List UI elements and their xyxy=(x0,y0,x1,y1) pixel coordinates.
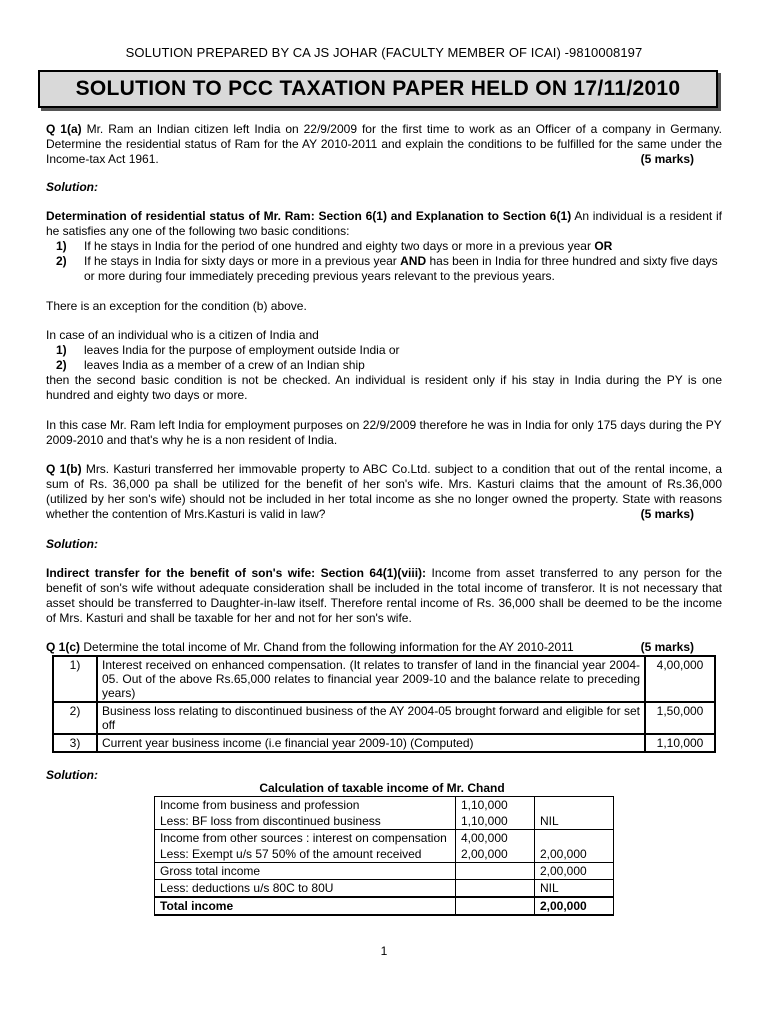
citizen-conclusion: then the second basic condition is not be checked. An individual is resident only if his stay in India during the PY is one hundred and eighty two days or more. xyxy=(46,373,722,402)
q1b-solution-label: Solution: xyxy=(46,537,98,551)
calc-right-line xyxy=(540,830,608,846)
q1b-text: Mrs. Kasturi transferred her immovable property to ABC Co.Ltd. subject to a condition that out of the rental income, a sum of Rs. 36,000 pa shall be utilized for the benefit of her son's wife. Mrs. Kasturi claims that the amount of Rs.36,000 (utilized by her son's wife) should not be included in her total income as she no longer owned the property. State with reasons whether the contention of Mrs.Kasturi is valid in law? xyxy=(46,462,722,521)
table-row xyxy=(155,880,614,898)
q1a-heading-rest: An individual is a resident if he satisfies any one of the following two basic conditions: xyxy=(46,209,722,238)
calc-label-line: Less: Exempt u/s 57 50% of the amount received xyxy=(160,847,422,861)
page-title: SOLUTION TO PCC TAXATION PAPER HELD ON 17/11/2010 xyxy=(38,70,718,108)
condition-keyword: AND xyxy=(400,254,427,268)
citizen-item-number: 1) xyxy=(56,343,67,357)
table-row xyxy=(155,863,614,880)
calc-label: Total income xyxy=(155,897,456,915)
q1a-label: Q 1(a) xyxy=(46,122,82,136)
calc-right xyxy=(534,797,613,830)
prepared-by-line: SOLUTION PREPARED BY CA JS JOHAR (FACULTY MEMBER OF ICAI) -9810008197 xyxy=(125,45,643,60)
citizen-item-text: leaves India as a member of a crew of an Indian ship xyxy=(84,358,365,372)
calc-mid-line: 1,10,000 xyxy=(460,814,508,828)
q1b-label: Q 1(b) xyxy=(46,462,82,476)
calc-right-line: 2,00,000 xyxy=(539,847,587,861)
calc-right: 2,00,000 xyxy=(534,897,613,915)
q1b-solution xyxy=(46,566,722,626)
calc-mid xyxy=(455,880,534,898)
q1a-solution xyxy=(46,209,722,284)
row-number: 2) xyxy=(53,702,97,734)
q1a-text: Mr. Ram an Indian citizen left India on 22/9/2009 for the first time to work as an Officer of a company in Germany. Determine the residential status of Ram for the AY 2010-2011 and explain the conditions to be fulfilled for the same under the Income-tax Act 1961. xyxy=(46,122,722,166)
table-row xyxy=(53,734,715,752)
calc-mid xyxy=(455,830,534,863)
calc-table-title: Calculation of taxable income of Mr. Chand xyxy=(259,781,505,795)
row-description: Business loss relating to discontinued business of the AY 2004-05 brought forward and eligible for set off xyxy=(97,702,645,734)
exception-note: There is an exception for the condition (b) above. xyxy=(46,299,307,313)
table-row xyxy=(53,702,715,734)
table-row xyxy=(155,830,614,863)
citizen-item-text: leaves India for the purpose of employment outside India or xyxy=(84,343,400,357)
q1c-label: Q 1(c) xyxy=(46,640,81,654)
condition-text-rest: has been in India for three hundred and sixty five days or more during four immediately preceding previous years relevant to the previous years. xyxy=(84,254,718,283)
table-row-total xyxy=(155,897,614,915)
q1a-section xyxy=(46,122,722,167)
calc-label-line: Less: BF loss from discontinued business xyxy=(160,814,381,828)
table-row xyxy=(53,656,715,702)
calc-right-line: NIL xyxy=(539,814,559,828)
calc-mid-line: 4,00,000 xyxy=(460,831,508,845)
citizen-block xyxy=(46,328,722,403)
q1a-solution-label: Solution: xyxy=(46,180,98,194)
q1b-heading: Indirect transfer for the benefit of son's wife: Section 64(1)(viii): xyxy=(46,566,427,580)
calc-label xyxy=(155,797,456,830)
calc-label-line: Income from other sources : interest on compensation xyxy=(160,831,447,845)
calc-right-line xyxy=(540,797,608,813)
condition-number: 1) xyxy=(56,239,67,253)
calc-label: Less: deductions u/s 80C to 80U xyxy=(155,880,456,898)
calc-label-line: Income from business and profession xyxy=(160,798,360,812)
q1b-heading-rest: Income from asset transferred to any person for the benefit of son's wife without adequate consideration shall be included in the total income of transferor. It is not necessary that asset should be transferred to Daughter-in-law itself. Therefore rental income of Rs. 36,000 shall be deemed to be the income of Mrs. Kasturi and shall be taxable for her and not for her son's wife. xyxy=(46,566,723,625)
q1c-question xyxy=(46,640,722,655)
row-number: 1) xyxy=(53,656,97,702)
q1a-marks: (5 marks) xyxy=(640,152,694,166)
condition-item xyxy=(46,254,722,284)
calc-mid xyxy=(455,863,534,880)
condition-text: If he stays in India for the period of one hundred and eighty two days or more in a previous year xyxy=(84,239,595,253)
condition-text: If he stays in India for sixty days or more in a previous year xyxy=(84,254,401,268)
row-amount: 1,50,000 xyxy=(645,702,715,734)
citizen-item xyxy=(46,343,722,358)
row-description: Interest received on enhanced compensation. (It relates to transfer of land in the financial year 2004-05. Out of the above Rs.65,000 relates to financial year 2009-10 and the balance relate to preceding years) xyxy=(97,656,645,702)
calc-label: Gross total income xyxy=(155,863,456,880)
citizen-item-number: 2) xyxy=(56,358,67,372)
row-description: Current year business income (i.e financial year 2009-10) (Computed) xyxy=(97,734,645,752)
q1b-marks: (5 marks) xyxy=(640,507,694,521)
q1c-solution-label: Solution: xyxy=(46,768,98,782)
citizen-intro: In case of an individual who is a citizen of India and xyxy=(46,328,319,342)
q1c-info-table xyxy=(52,655,716,753)
calc-mid-line: 2,00,000 xyxy=(460,847,508,861)
calc-right: 2,00,000 xyxy=(534,863,613,880)
q1c-marks: (5 marks) xyxy=(640,640,694,654)
row-amount: 4,00,000 xyxy=(645,656,715,702)
citizen-item xyxy=(46,358,722,373)
q1a-heading: Determination of residential status of Mr. Ram: Section 6(1) and Explanation to Section 6(1) xyxy=(46,209,572,223)
q1c-text: Determine the total income of Mr. Chand from the following information for the AY 2010-2011 xyxy=(80,640,574,654)
calc-mid xyxy=(455,897,534,915)
row-amount: 1,10,000 xyxy=(645,734,715,752)
calc-table xyxy=(154,796,614,916)
q1a-conclusion: In this case Mr. Ram left India for employment purposes on 22/9/2009 therefore he was in India for only 175 days during the PY 2009-2010 and that's why he is a non resident of India. xyxy=(46,418,722,447)
calc-mid xyxy=(455,797,534,830)
page-number: 1 xyxy=(380,944,388,958)
q1b-section xyxy=(46,462,722,522)
calc-right: NIL xyxy=(534,880,613,898)
calc-right xyxy=(534,830,613,863)
calc-mid-line: 1,10,000 xyxy=(460,798,508,812)
condition-item xyxy=(46,239,722,254)
condition-number: 2) xyxy=(56,254,67,268)
condition-keyword: OR xyxy=(594,239,613,253)
row-number: 3) xyxy=(53,734,97,752)
calc-label xyxy=(155,830,456,863)
table-row xyxy=(155,797,614,830)
